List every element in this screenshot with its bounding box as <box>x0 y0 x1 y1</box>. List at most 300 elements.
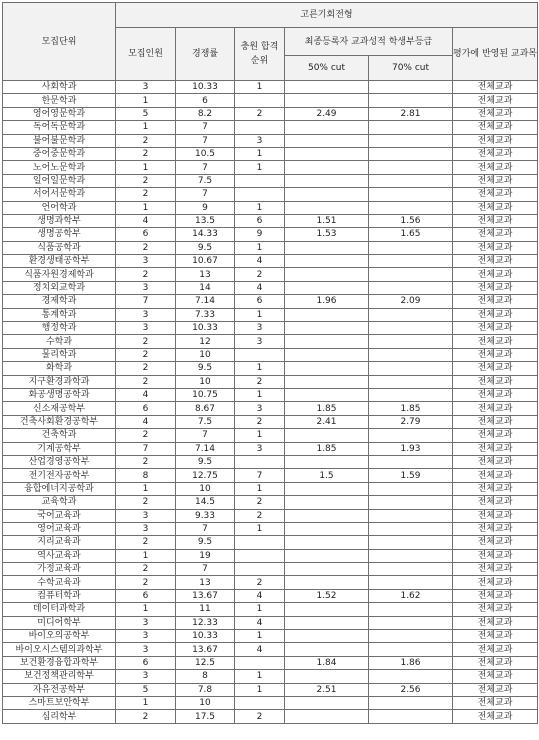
p70-cell <box>369 603 453 616</box>
p70-cell <box>369 576 453 589</box>
recruit-cell: 2 <box>116 576 176 589</box>
table-row <box>3 536 538 549</box>
table-row <box>3 107 538 120</box>
p50-cell <box>285 322 369 335</box>
ratio-cell: 7 <box>176 188 235 201</box>
subject-cell: 전체교과 <box>453 656 538 669</box>
unit-cell: 정치외교학과 <box>3 281 116 294</box>
subject-cell: 전체교과 <box>453 589 538 602</box>
rank-cell: 1 <box>235 670 285 683</box>
unit-cell: 화공생명공학과 <box>3 388 116 401</box>
recruit-cell: 3 <box>116 255 176 268</box>
recruit-cell: 3 <box>116 670 176 683</box>
unit-cell: 물리학과 <box>3 348 116 361</box>
unit-cell: 건축학과 <box>3 429 116 442</box>
rank-cell: 1 <box>235 683 285 696</box>
rank-cell: 1 <box>235 429 285 442</box>
unit-cell: 중어중문학과 <box>3 147 116 160</box>
table-row <box>3 308 538 321</box>
subject-cell: 전체교과 <box>453 255 538 268</box>
rank-cell: 1 <box>235 81 285 94</box>
ratio-cell: 14 <box>176 281 235 294</box>
recruit-cell: 2 <box>116 134 176 147</box>
subject-cell: 전체교과 <box>453 429 538 442</box>
recruit-cell: 2 <box>116 174 176 187</box>
rank-cell: 2 <box>235 576 285 589</box>
p70-cell <box>369 322 453 335</box>
rank-cell: 4 <box>235 281 285 294</box>
p50-cell <box>285 281 369 294</box>
ratio-cell: 9.5 <box>176 455 235 468</box>
p70-cell <box>369 388 453 401</box>
table-row <box>3 522 538 535</box>
p50-cell <box>285 335 369 348</box>
p50-cell <box>285 429 369 442</box>
rank-cell <box>235 121 285 134</box>
rank-cell: 2 <box>235 415 285 428</box>
subject-cell: 전체교과 <box>453 442 538 455</box>
unit-header: 모집단위 <box>3 3 116 81</box>
recruit-cell: 3 <box>116 616 176 629</box>
p70-cell: 1.85 <box>369 402 453 415</box>
p70-cell <box>369 134 453 147</box>
recruit-cell: 3 <box>116 509 176 522</box>
rank-cell: 3 <box>235 402 285 415</box>
unit-cell: 국어교육과 <box>3 509 116 522</box>
p50-cell <box>285 134 369 147</box>
unit-cell: 식품자원경제학과 <box>3 268 116 281</box>
ratio-cell: 10 <box>176 696 235 709</box>
ratio-cell: 7.5 <box>176 415 235 428</box>
unit-cell: 행정학과 <box>3 322 116 335</box>
ratio-cell: 7 <box>176 429 235 442</box>
subject-cell: 전체교과 <box>453 81 538 94</box>
unit-cell: 미디어학부 <box>3 616 116 629</box>
recruit-cell: 1 <box>116 161 176 174</box>
subject-cell: 전체교과 <box>453 643 538 656</box>
rank-cell: 1 <box>235 201 285 214</box>
p50-cell <box>285 563 369 576</box>
table-row <box>3 429 538 442</box>
recruit-cell: 2 <box>116 496 176 509</box>
ratio-cell: 9.5 <box>176 536 235 549</box>
recruit-cell: 1 <box>116 121 176 134</box>
table-row <box>3 214 538 227</box>
p70-cell: 1.56 <box>369 214 453 227</box>
rank-cell <box>235 536 285 549</box>
recruit-cell: 6 <box>116 228 176 241</box>
table-row <box>3 469 538 482</box>
table-row <box>3 496 538 509</box>
unit-cell: 수학교육과 <box>3 576 116 589</box>
unit-cell: 바이오의공학부 <box>3 630 116 643</box>
table-row <box>3 603 538 616</box>
p50-cell <box>285 616 369 629</box>
recruit-cell: 1 <box>116 482 176 495</box>
p50-cell: 2.51 <box>285 683 369 696</box>
table-row <box>3 188 538 201</box>
p70-cell <box>369 362 453 375</box>
subject-cell: 전체교과 <box>453 482 538 495</box>
recruit-cell: 3 <box>116 322 176 335</box>
p70-cell: 1.86 <box>369 656 453 669</box>
unit-cell: 교육학과 <box>3 496 116 509</box>
p70-cell <box>369 509 453 522</box>
recruit-cell: 7 <box>116 295 176 308</box>
unit-cell: 지리교육과 <box>3 536 116 549</box>
subject-cell: 전체교과 <box>453 121 538 134</box>
unit-cell: 가정교육과 <box>3 563 116 576</box>
ratio-cell: 13.5 <box>176 214 235 227</box>
recruit-cell: 2 <box>116 455 176 468</box>
subject-cell: 전체교과 <box>453 281 538 294</box>
p50-cell <box>285 147 369 160</box>
subject-cell: 전체교과 <box>453 563 538 576</box>
recruit-cell: 7 <box>116 442 176 455</box>
p50-cell <box>285 268 369 281</box>
unit-cell: 영어영문학과 <box>3 107 116 120</box>
p50-cell <box>285 362 369 375</box>
table-row <box>3 482 538 495</box>
table-row <box>3 643 538 656</box>
unit-cell: 생명과학부 <box>3 214 116 227</box>
table-row <box>3 442 538 455</box>
subject-cell: 전체교과 <box>453 348 538 361</box>
unit-cell: 역사교육과 <box>3 549 116 562</box>
p70-cell <box>369 308 453 321</box>
p50-cell: 1.51 <box>285 214 369 227</box>
unit-cell: 지구환경과학과 <box>3 375 116 388</box>
unit-cell: 언어학과 <box>3 201 116 214</box>
subject-cell: 전체교과 <box>453 576 538 589</box>
p70-cell <box>369 630 453 643</box>
p70-cell <box>369 563 453 576</box>
table-row <box>3 402 538 415</box>
rank-cell: 1 <box>235 147 285 160</box>
unit-cell: 독어독문학과 <box>3 121 116 134</box>
recruit-cell: 2 <box>116 710 176 723</box>
rank-cell: 2 <box>235 710 285 723</box>
rank-cell: 1 <box>235 308 285 321</box>
table-header <box>3 3 538 81</box>
unit-cell: 식품공학과 <box>3 241 116 254</box>
rank-cell: 7 <box>235 469 285 482</box>
ratio-cell: 10 <box>176 348 235 361</box>
p70-cell <box>369 241 453 254</box>
rank-cell: 1 <box>235 362 285 375</box>
p50-cell <box>285 576 369 589</box>
ratio-cell: 14.5 <box>176 496 235 509</box>
p50-cell <box>285 630 369 643</box>
p50-cell <box>285 241 369 254</box>
ratio-cell: 7 <box>176 522 235 535</box>
unit-cell: 화학과 <box>3 362 116 375</box>
table-row <box>3 174 538 187</box>
ratio-cell: 10 <box>176 482 235 495</box>
unit-cell: 융합에너지공학과 <box>3 482 116 495</box>
unit-cell: 생명공학부 <box>3 228 116 241</box>
p70-cell <box>369 174 453 187</box>
subject-cell: 전체교과 <box>453 94 538 107</box>
table-row <box>3 589 538 602</box>
subject-cell: 전체교과 <box>453 402 538 415</box>
recruit-cell: 4 <box>116 214 176 227</box>
subject-cell: 전체교과 <box>453 683 538 696</box>
subject-cell: 전체교과 <box>453 295 538 308</box>
rank-cell: 2 <box>235 268 285 281</box>
subject-cell: 전체교과 <box>453 630 538 643</box>
rank-cell: 2 <box>235 107 285 120</box>
p50-cell <box>285 81 369 94</box>
p70-cell: 1.59 <box>369 469 453 482</box>
p70-cell <box>369 255 453 268</box>
recruit-cell: 6 <box>116 656 176 669</box>
p50-cell <box>285 188 369 201</box>
table-row <box>3 455 538 468</box>
subject-cell: 전체교과 <box>453 322 538 335</box>
ratio-cell: 7 <box>176 121 235 134</box>
p70-cell <box>369 643 453 656</box>
p70-cell <box>369 429 453 442</box>
rank-cell: 3 <box>235 442 285 455</box>
table-row <box>3 696 538 709</box>
subject-cell: 전체교과 <box>453 362 538 375</box>
subject-cell: 전체교과 <box>453 375 538 388</box>
ratio-cell: 10.33 <box>176 322 235 335</box>
p70-cell <box>369 696 453 709</box>
table-row <box>3 563 538 576</box>
recruit-cell: 4 <box>116 388 176 401</box>
subject-cell: 전체교과 <box>453 201 538 214</box>
table-row <box>3 509 538 522</box>
p70-cell <box>369 147 453 160</box>
unit-cell: 건축사회환경공학부 <box>3 415 116 428</box>
p70-cell <box>369 549 453 562</box>
subject-cell: 전체교과 <box>453 228 538 241</box>
unit-cell: 불어불문학과 <box>3 134 116 147</box>
recruit-cell: 4 <box>116 415 176 428</box>
rank-cell: 4 <box>235 643 285 656</box>
p70-cell: 2.79 <box>369 415 453 428</box>
rank-cell: 3 <box>235 335 285 348</box>
p70-cell <box>369 496 453 509</box>
table-row <box>3 362 538 375</box>
recruit-cell: 2 <box>116 241 176 254</box>
ratio-cell: 7.14 <box>176 442 235 455</box>
subject-cell: 전체교과 <box>453 388 538 401</box>
subject-cell: 전체교과 <box>453 509 538 522</box>
recruit-header: 모집인원 <box>116 28 176 81</box>
subject-cell: 전체교과 <box>453 134 538 147</box>
subject-cell: 전체교과 <box>453 455 538 468</box>
subject-cell: 전체교과 <box>453 710 538 723</box>
p70-cell <box>369 81 453 94</box>
table-row <box>3 81 538 94</box>
p50-cell <box>285 174 369 187</box>
recruit-cell: 1 <box>116 201 176 214</box>
ratio-cell: 19 <box>176 549 235 562</box>
unit-cell: 환경생태공학부 <box>3 255 116 268</box>
rank-cell <box>235 563 285 576</box>
recruit-cell: 3 <box>116 643 176 656</box>
p50-cell: 2.41 <box>285 415 369 428</box>
ratio-cell: 9.5 <box>176 241 235 254</box>
subject-cell: 전체교과 <box>453 469 538 482</box>
p50-cell: 1.85 <box>285 442 369 455</box>
p50-cell <box>285 710 369 723</box>
recruit-cell: 2 <box>116 147 176 160</box>
table-row <box>3 255 538 268</box>
recruit-cell: 1 <box>116 696 176 709</box>
recruit-cell: 3 <box>116 308 176 321</box>
rank-cell: 1 <box>235 630 285 643</box>
unit-cell: 신소재공학부 <box>3 402 116 415</box>
subject-cell: 전체교과 <box>453 670 538 683</box>
unit-cell: 컴퓨터학과 <box>3 589 116 602</box>
table-body <box>3 81 538 724</box>
ratio-cell: 10 <box>176 375 235 388</box>
unit-cell: 수학과 <box>3 335 116 348</box>
unit-cell: 보건정책관리학부 <box>3 670 116 683</box>
table-row <box>3 134 538 147</box>
rank-cell: 9 <box>235 228 285 241</box>
table-row <box>3 656 538 669</box>
unit-cell: 전기전자공학부 <box>3 469 116 482</box>
p50-cell <box>285 536 369 549</box>
p50-cell <box>285 696 369 709</box>
rank-cell: 1 <box>235 482 285 495</box>
p70-cell <box>369 188 453 201</box>
table-row <box>3 121 538 134</box>
rank-cell <box>235 455 285 468</box>
ratio-cell: 10.5 <box>176 147 235 160</box>
subject-cell: 전체교과 <box>453 616 538 629</box>
p70-cell <box>369 670 453 683</box>
recruit-cell: 3 <box>116 522 176 535</box>
unit-cell: 통계학과 <box>3 308 116 321</box>
table-row <box>3 281 538 294</box>
unit-cell: 데이터과학과 <box>3 603 116 616</box>
p50-cell: 1.52 <box>285 589 369 602</box>
p70-cell <box>369 482 453 495</box>
ratio-cell: 7.5 <box>176 174 235 187</box>
table-row <box>3 228 538 241</box>
rank-cell: 1 <box>235 388 285 401</box>
unit-cell: 보건환경융합과학부 <box>3 656 116 669</box>
p70-cell <box>369 616 453 629</box>
p50-cell <box>285 509 369 522</box>
table-row <box>3 322 538 335</box>
recruit-cell: 3 <box>116 630 176 643</box>
ratio-cell: 7 <box>176 563 235 576</box>
subject-cell: 전체교과 <box>453 161 538 174</box>
recruit-cell: 8 <box>116 469 176 482</box>
rank-cell <box>235 549 285 562</box>
ratio-cell: 11 <box>176 603 235 616</box>
ratio-cell: 13.67 <box>176 589 235 602</box>
p70-cell <box>369 201 453 214</box>
ratio-cell: 8.2 <box>176 107 235 120</box>
table-row <box>3 161 538 174</box>
subject-cell: 전체교과 <box>453 603 538 616</box>
ratio-cell: 12.5 <box>176 656 235 669</box>
recruit-cell: 6 <box>116 402 176 415</box>
ratio-cell: 13 <box>176 576 235 589</box>
p50-cell <box>285 455 369 468</box>
recruit-cell: 2 <box>116 375 176 388</box>
ratio-cell: 8.67 <box>176 402 235 415</box>
grade-group-header: 최종등록자 교과성적 학생부등급 <box>285 28 453 56</box>
recruit-cell: 2 <box>116 268 176 281</box>
p50-cell <box>285 643 369 656</box>
subject-cell: 전체교과 <box>453 496 538 509</box>
ratio-cell: 17.5 <box>176 710 235 723</box>
p70-cell <box>369 455 453 468</box>
unit-cell: 스마트보안학부 <box>3 696 116 709</box>
p50-cell: 1.53 <box>285 228 369 241</box>
rank-cell: 4 <box>235 255 285 268</box>
unit-cell: 서어서문학과 <box>3 188 116 201</box>
ratio-cell: 10.33 <box>176 81 235 94</box>
rank-cell <box>235 188 285 201</box>
recruit-cell: 2 <box>116 348 176 361</box>
ratio-cell: 9.33 <box>176 509 235 522</box>
ratio-header: 경쟁률 <box>176 28 235 81</box>
rank-cell: 4 <box>235 616 285 629</box>
p50-cell <box>285 94 369 107</box>
unit-cell: 심리학부 <box>3 710 116 723</box>
p50-cell <box>285 496 369 509</box>
recruit-cell: 1 <box>116 603 176 616</box>
subject-cell: 전체교과 <box>453 696 538 709</box>
p70-cell <box>369 94 453 107</box>
ratio-cell: 9.5 <box>176 362 235 375</box>
p70-cell <box>369 268 453 281</box>
subject-cell: 전체교과 <box>453 241 538 254</box>
unit-cell: 사회학과 <box>3 81 116 94</box>
recruit-cell: 6 <box>116 589 176 602</box>
rank-cell: 1 <box>235 522 285 535</box>
p70-cell: 2.09 <box>369 295 453 308</box>
rank-cell <box>235 348 285 361</box>
p70-cell <box>369 710 453 723</box>
rank-cell <box>235 94 285 107</box>
subject-cell: 전체교과 <box>453 549 538 562</box>
p50-cell: 1.84 <box>285 656 369 669</box>
p50-cell <box>285 522 369 535</box>
table-row <box>3 147 538 160</box>
p70-cell <box>369 281 453 294</box>
p50-cell <box>285 308 369 321</box>
unit-cell: 경제학과 <box>3 295 116 308</box>
unit-cell: 노어노문학과 <box>3 161 116 174</box>
group-header: 고른기회전형 <box>116 3 538 28</box>
recruit-cell: 3 <box>116 81 176 94</box>
p70-cell <box>369 536 453 549</box>
subject-cell: 전체교과 <box>453 268 538 281</box>
ratio-cell: 10.33 <box>176 630 235 643</box>
p50-cell <box>285 670 369 683</box>
rank-header: 충원 합격 순위 <box>235 28 285 81</box>
rank-cell: 1 <box>235 161 285 174</box>
ratio-cell: 13.67 <box>176 643 235 656</box>
ratio-cell: 13 <box>176 268 235 281</box>
p70-cell: 1.93 <box>369 442 453 455</box>
p70-header: 70% cut <box>369 56 453 81</box>
p70-cell <box>369 335 453 348</box>
table-row <box>3 683 538 696</box>
rank-cell: 4 <box>235 589 285 602</box>
